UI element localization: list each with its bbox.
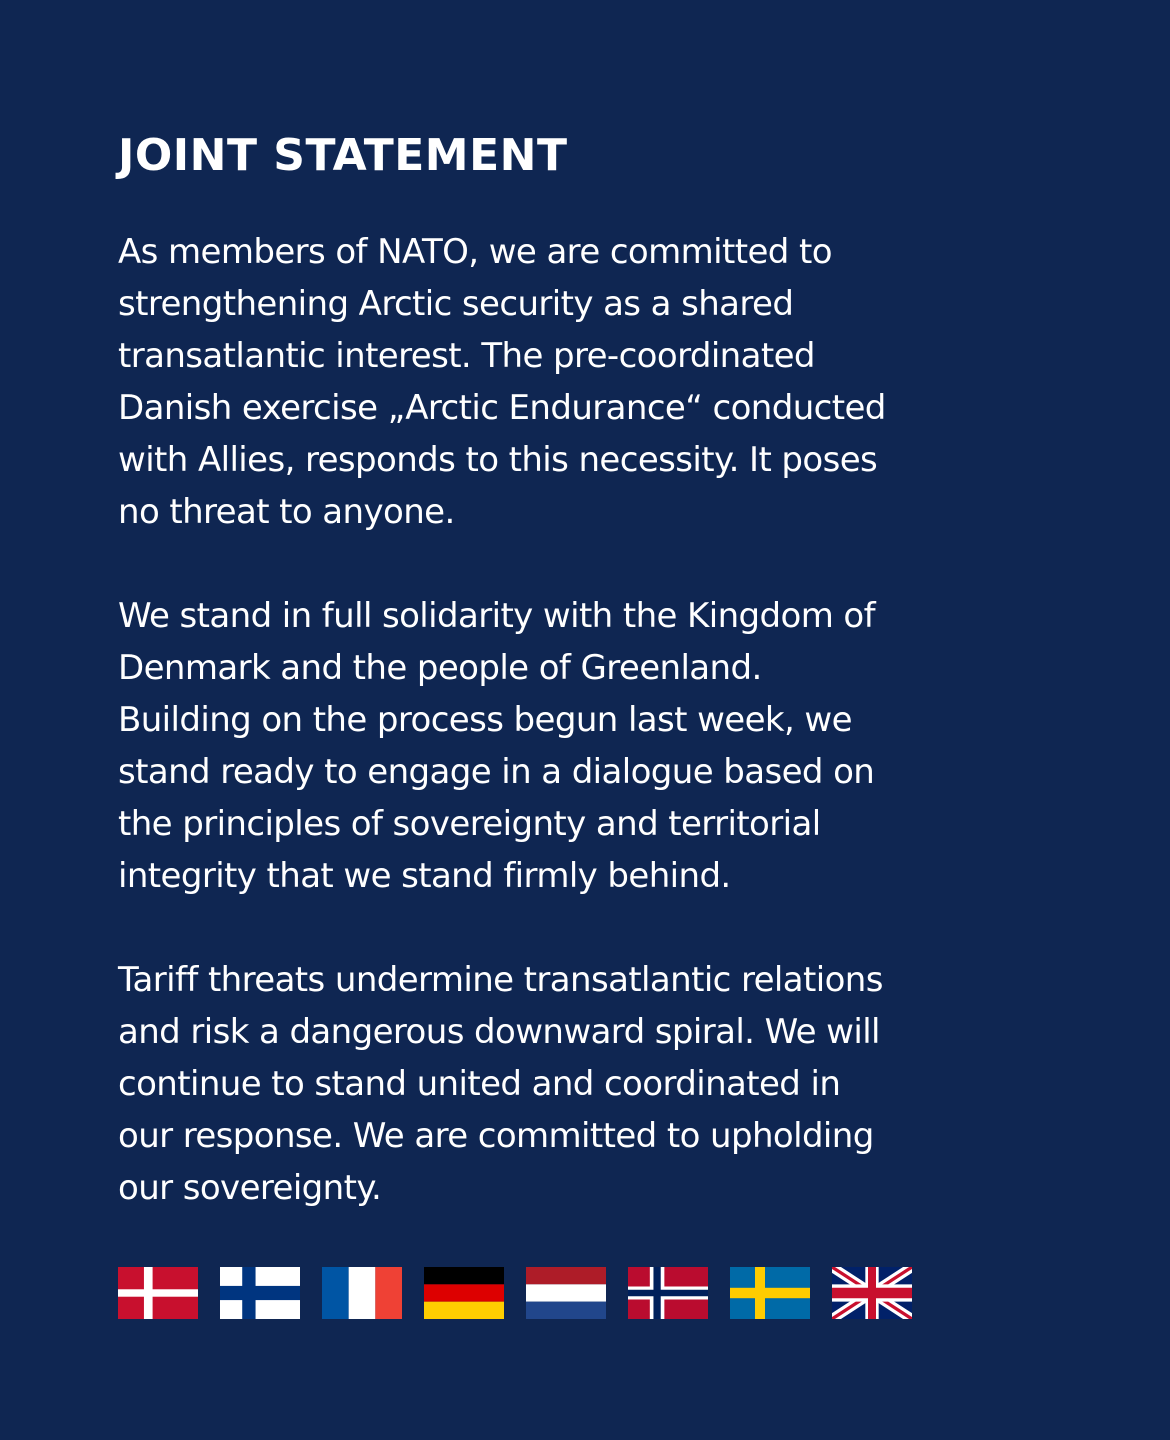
signatory-flags <box>118 1267 912 1319</box>
statement-paragraph-1: As members of NATO, we are committed to strengthening Arctic security as a shared transatlantic interest. The pre-coordinated Danish exercise „Arctic Endurance“ conducted with Allies, responds to this necessity. It poses no threat to anyone. <box>118 232 886 532</box>
united-kingdom-flag-icon <box>832 1267 912 1319</box>
france-flag-icon <box>322 1267 402 1319</box>
finland-flag-icon <box>220 1267 300 1319</box>
netherlands-flag-icon <box>526 1267 606 1319</box>
norway-flag-icon <box>628 1267 708 1319</box>
statement-paragraph-3: Tariff threats undermine transatlantic relations and risk a dangerous downward spiral. We will continue to stand united and coordinated in our response. We are committed to upholding our sovereignty. <box>118 960 883 1208</box>
statement-paragraph-2: We stand in full solidarity with the Kingdom of Denmark and the people of Greenland. Building on the process begun last week, we stand ready to engage in a dialogue based on the principles of sovereignty and territorial integrity that we stand firmly behind. <box>118 596 876 896</box>
sweden-flag-icon <box>730 1267 810 1319</box>
germany-flag-icon <box>424 1267 504 1319</box>
joint-statement <box>118 126 1058 1214</box>
statement-title: JOINT STATEMENT <box>118 130 568 181</box>
denmark-flag-icon <box>118 1267 198 1319</box>
